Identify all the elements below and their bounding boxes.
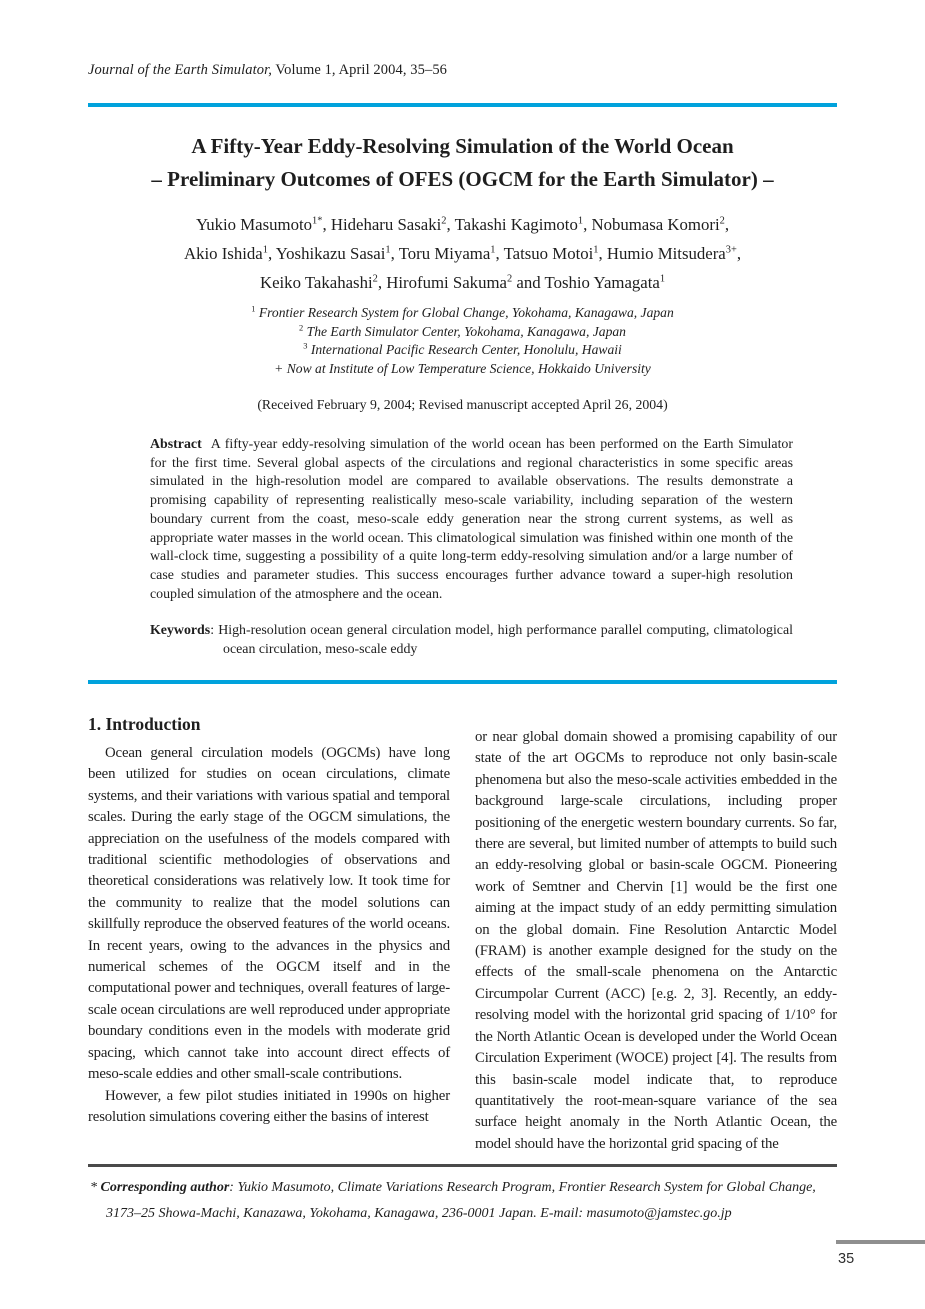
keywords-label: Keywords [150,623,211,638]
journal-header [88,62,837,79]
article-title [88,130,837,196]
keywords [150,621,793,659]
footnote-rule [88,1164,837,1167]
page-number: 35 [838,1251,855,1267]
article-body [88,713,837,1165]
journal-name: Journal of the Earth Simulator, [88,62,272,78]
abstract-text: A fifty-year eddy-resolving simulation of the world ocean has been performed on the Earth Simulator for the first time. Several global aspects of the circulations and regional characteristics in some specific areas simulated in the high-resolution model are compared to available observations. The results demonstrate a promising capability of representing realistically meso-scale variability, including separation of the western boundary current from the coast, meso-scale eddy generation near the strong current systems, as well as appropriate water masses in the world ocean. This climatological simulation was finished within one month of the wall-clock time, suggesting a possibility of a quite long-term eddy-resolving simulation and/or a large number of case studies and parameter studies. This success encourages further advance toward a super-high resolution coupled simulation of the atmosphere and the ocean. [150,437,793,602]
left-column [88,713,450,1165]
author-list [88,211,837,297]
right-column [475,713,837,1165]
footnote-label: Corresponding author [100,1180,230,1195]
affiliation-1: $^1$ Frontier Research System for Global Change, Yokohama, Kanagawa, Japan [251,303,674,320]
abstract-label: Abstract [150,437,202,452]
title-line-2: – Preliminary Outcomes of OFES (OGCM for the Earth Simulator) – [151,167,774,191]
footnote-text: : Yukio Masumoto, Climate Variations Research Program, Frontier Research System for Global Change, 3173–25 Showa-Machi, Kanazawa, Yokohama, Kanagawa, 236-0001 Japan. E-mail: masumoto@jamstec.go.jp [106,1180,816,1221]
footnote-marker: * [90,1180,101,1195]
affiliation-4: + Now at Institute of Low Temperature Science, Hokkaido University [274,360,651,376]
body-paragraph: Ocean general circulation models (OGCMs) have long been utilized for studies on ocean circulations, climate systems, and their variations with various spatial and temporal scales. During the early stage of the OGCM simulations, the appreciation on the usefulness of the models compared with traditional scientific methodologies of observations and theoretical considerations was relatively low. It took time for the community to realize that the model solutions can skillfully reproduce the observed features of the world oceans. In recent years, owing to the advances in the physics and numerical schemes of the OGCM itself and in the computational power and techniques, overall features of large-scale ocean circulations are well reproduced under appropriate boundary conditions even in the models with moderate grid spacing, which cannot take into account direct effects of meso-scale eddies and other small-scale contributions. [88,745,450,1083]
abstract [150,436,793,604]
author-line-1: Yukio Masumoto$^{1*}$, Hideharu Sasaki$^2$, Takashi Kagimoto$^1$, Nobumasa Komori$^2$, [195,215,730,234]
affiliation-3: $^3$ International Pacific Research Center, Honolulu, Hawaii [303,340,622,358]
keywords-text: : High-resolution ocean general circulation model, high performance parallel computing, climatological ocean circulation, meso-scale eddy [210,623,793,657]
affiliation-2: $^2$ The Earth Simulator Center, Yokohama, Kanagawa, Japan [299,322,626,339]
received-dates: (Received February 9, 2004; Revised manuscript accepted April 26, 2004) [257,397,668,412]
section-divider-rule [88,680,837,684]
author-line-3: Keiko Takahashi$^2$, Hirofumi Sakuma$^2$ and Toshio Yamagata$^1$ [259,272,666,292]
section-heading: 1. Introduction [88,714,201,734]
footer-bar [836,1240,925,1244]
corresponding-author-footnote [90,1175,837,1226]
journal-issue-info: Volume 1, April 2004, 35–56 [271,62,448,78]
header-rule [88,103,837,107]
title-line-1: A Fifty-Year Eddy-Resolving Simulation of the World Ocean [191,134,734,158]
body-paragraph: However, a few pilot studies initiated in 1990s on higher resolution simulations covering either the basins of interest [88,1087,450,1125]
body-paragraph: or near global domain showed a promising capability of our state of the art OGCMs to reproduce not only basin-scale phenomena but also the meso-scale activities embedded in the background large-scale circulations, including proper positioning of the energetic western boundary currents. So far, there are several, but limited number of attempts to build such an eddy-resolving global or basin-scale OGCM. Pioneering work of Semtner and Chervin [1] would be the first one aiming at the impact study of an eddy permitting simulation on the global domain. Fine Resolution Antarctic Model (FRAM) is another example designed for the study on the effects of the small-scale phenomena on the Antarctic Circumpolar Current (ACC) [e.g. 2, 3]. Recently, an eddy-resolving model with the horizontal grid spacing of 1/10° for the North Atlantic Ocean is developed under the World Ocean Circulation Experiment (WOCE) project [4]. The results from this basin-scale model indicate that, to reproduce quantitatively the root-mean-square variance of the sea surface height anomaly in the North Atlantic Ocean, the model should have the horizontal grid spacing of the [475,729,837,1152]
author-line-2: Akio Ishida$^1$, Yoshikazu Sasai$^1$, Toru Miyama$^1$, Tatsuo Motoi$^1$, Humio Mitsudera$^{3+}$, [183,243,742,263]
affiliations [88,304,837,378]
